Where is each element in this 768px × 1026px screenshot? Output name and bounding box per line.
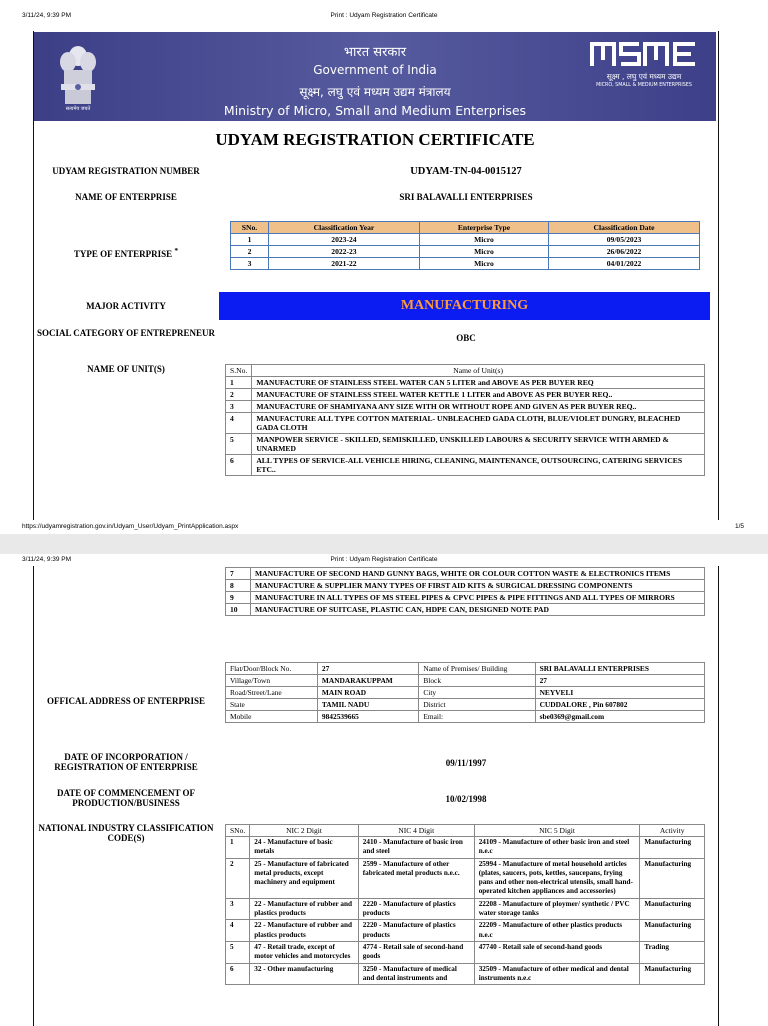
nic-cell: 1: [226, 837, 250, 859]
address-row: [226, 675, 705, 687]
unit-sno: 1: [226, 377, 252, 389]
reg-no-value: UDYAM-TN-04-0015127: [410, 166, 522, 177]
major-activity-value: MANUFACTURING: [219, 292, 710, 320]
classification-header: Classification Date: [549, 222, 700, 234]
nic-cell: 47 - Retail trade, except of motor vehicles and motorcycles: [250, 941, 359, 963]
nic-row: [226, 941, 705, 963]
unit-name: MANUFACTURE OF STAINLESS STEEL WATER KETTLE 1 LITER and ABOVE AS PER BUYER REQ..: [252, 389, 705, 401]
address-key: Village/Town: [226, 675, 318, 687]
nic-cell: 2220 - Manufacture of plastics products: [358, 898, 474, 920]
commencement-label: DATE OF COMMENCEMENT OF PRODUCTION/BUSINESS: [56, 788, 196, 808]
classification-cell: 09/05/2023: [549, 234, 700, 246]
address-value: NEYVELI: [535, 687, 704, 699]
nic-row: [226, 858, 705, 898]
address-value: 27: [317, 663, 418, 675]
address-table: [225, 662, 705, 723]
nic-row: [226, 837, 705, 859]
unit-name: MANUFACTURE OF SECOND HAND GUNNY BAGS, WHITE OR COLOUR COTTON WASTE & ELECTRONICS ITEMS: [251, 568, 705, 580]
address-key: Road/Street/Lane: [226, 687, 318, 699]
unit-sno: 6: [226, 455, 252, 476]
classification-cell: Micro: [419, 258, 548, 270]
classification-cell: 1: [231, 234, 269, 246]
print-title: Print : Udyam Registration Certificate: [330, 12, 438, 19]
address-key: City: [419, 687, 535, 699]
ministry-banner: [34, 32, 716, 121]
govt-english: Government of India: [313, 63, 437, 77]
nic-cell: 32 - Other manufacturing: [250, 963, 359, 985]
unit-sno: 5: [226, 434, 252, 455]
units-row: [226, 413, 705, 434]
classification-cell: Micro: [419, 234, 548, 246]
classification-header: Classification Year: [268, 222, 419, 234]
units-row: [226, 389, 705, 401]
ministry-english: Ministry of Micro, Small and Medium Enterprises: [223, 103, 527, 118]
nic-header: NIC 4 Digit: [358, 825, 474, 837]
nic-header: NIC 5 Digit: [474, 825, 640, 837]
classification-header: SNo.: [231, 222, 269, 234]
print-datetime-page2: 3/11/24, 9:39 PM: [22, 556, 72, 563]
unit-name: MANUFACTURE OF SUITCASE, PLASTIC CAN, HDPE CAN, DESIGNED NOTE PAD: [251, 604, 705, 616]
nic-header: NIC 2 Digit: [250, 825, 359, 837]
nic-cell: 22209 - Manufacture of other plastics products n.e.c: [474, 920, 640, 942]
reg-no-label: UDYAM REGISTRATION NUMBER: [52, 166, 200, 176]
print-datetime: 3/11/24, 9:39 PM: [22, 12, 72, 19]
units-header: S.No.: [226, 365, 252, 377]
nic-cell: 5: [226, 941, 250, 963]
nic-row: [226, 963, 705, 985]
classification-header: Enterprise Type: [419, 222, 548, 234]
type-asterisk: *: [174, 246, 179, 255]
nic-cell: 25994 - Manufacture of metal household articles (plates, saucers, pots, kettles, saucepans, frying pans and other non-electrical utensils, small hand-operated kitchen appliances and accessories): [474, 858, 640, 898]
address-value: 27: [535, 675, 704, 687]
unit-sno: 2: [226, 389, 252, 401]
units-table-continued: [225, 567, 705, 616]
unit-name: MANPOWER SERVICE - SKILLED, SEMISKILLED, UNSKILLED LABOURS & SECURITY SERVICE WITH ARMED & UNARMED: [252, 434, 705, 455]
unit-sno: 10: [226, 604, 251, 616]
address-label: OFFICAL ADDRESS OF ENTERPRISE: [47, 696, 205, 706]
unit-sno: 8: [226, 580, 251, 592]
nic-cell: 3250 - Manufacture of medical and dental instruments and: [358, 963, 474, 985]
print-title-page2: Print : Udyam Registration Certificate: [330, 556, 438, 563]
address-value: MANDARAKUPPAM: [317, 675, 418, 687]
nic-cell: 22 - Manufacture of rubber and plastics products: [250, 898, 359, 920]
unit-name: ALL TYPES OF SERVICE-ALL VEHICLE HIRING, CLEANING, MAINTENANCE, OUTSOURCING, CATERING SERVICES ETC..: [252, 455, 705, 476]
unit-sno: 4: [226, 413, 252, 434]
nic-cell: 6: [226, 963, 250, 985]
nic-cell: Trading: [640, 941, 705, 963]
nic-cell: Manufacturing: [640, 858, 705, 898]
classification-cell: 2: [231, 246, 269, 258]
nic-header-row: [226, 825, 705, 837]
commencement-value: 10/02/1998: [445, 794, 487, 804]
nic-cell: 4: [226, 920, 250, 942]
units-row: [226, 455, 705, 476]
nic-cell: Manufacturing: [640, 837, 705, 859]
units-row: [226, 434, 705, 455]
address-value: CUDDALORE , Pin 607802: [535, 699, 704, 711]
unit-name: MANUFACTURE OF STAINLESS STEEL WATER CAN 5 LITER and ABOVE AS PER BUYER REQ: [252, 377, 705, 389]
emblem-caption: सत्यमेव जयते: [65, 106, 91, 112]
msme-logo-text: msme: [644, 56, 647, 57]
nic-cell: Manufacturing: [640, 920, 705, 942]
nic-cell: 2220 - Manufacture of plastics products: [358, 920, 474, 942]
page-number: 1/5: [734, 523, 744, 530]
address-key: Flat/Door/Block No.: [226, 663, 318, 675]
units-header: Name of Unit(s): [252, 365, 705, 377]
print-url: https://udyamregistration.gov.in/Udyam_User/Udyam_PrintApplication.aspx: [22, 523, 239, 530]
address-key: State: [226, 699, 318, 711]
nic-table: [225, 824, 705, 985]
units-label: NAME OF UNIT(S): [87, 364, 165, 374]
enterprise-name-value: SRI BALAVALLI ENTERPRISES: [399, 192, 533, 202]
nic-cell: 2410 - Manufacture of basic iron and steel: [358, 837, 474, 859]
nic-cell: 4774 - Retail sale of second-hand goods: [358, 941, 474, 963]
classification-cell: 3: [231, 258, 269, 270]
unit-sno: 9: [226, 592, 251, 604]
social-category-label: SOCIAL CATEGORY OF ENTREPRENEUR: [36, 328, 216, 338]
nic-cell: 2599 - Manufacture of other fabricated metal products n.e.c.: [358, 858, 474, 898]
unit-sno: 3: [226, 401, 252, 413]
address-value: sbe0369@gmail.com: [535, 711, 704, 723]
classification-row: [231, 258, 700, 270]
nic-cell: 24 - Manufacture of basic metals: [250, 837, 359, 859]
major-activity-label: MAJOR ACTIVITY: [86, 301, 166, 311]
classification-row: [231, 246, 700, 258]
msme-logo: [589, 40, 699, 68]
address-value: TAMIL NADU: [317, 699, 418, 711]
social-category-value: OBC: [456, 333, 476, 343]
units-row: [226, 580, 705, 592]
nic-row: [226, 920, 705, 942]
address-key: Block: [419, 675, 535, 687]
address-value: SRI BALAVALLI ENTERPRISES: [535, 663, 704, 675]
address-value: 9842539665: [317, 711, 418, 723]
govt-hindi: भारत सरकार: [343, 45, 407, 60]
unit-name: MANUFACTURE IN ALL TYPES OF MS STEEL PIPES & CPVC PIPES & PIPE FITTINGS AND ALL TYPES OF MIRRORS: [251, 592, 705, 604]
nic-cell: 22 - Manufacture of rubber and plastics products: [250, 920, 359, 942]
units-row: [226, 592, 705, 604]
units-row: [226, 568, 705, 580]
address-key: District: [419, 699, 535, 711]
units-row: [226, 604, 705, 616]
units-row: [226, 377, 705, 389]
certificate-title: UDYAM REGISTRATION CERTIFICATE: [215, 130, 535, 149]
address-row: [226, 663, 705, 675]
units-row: [226, 401, 705, 413]
enterprise-name-label: NAME OF ENTERPRISE: [75, 192, 177, 202]
unit-sno: 7: [226, 568, 251, 580]
address-key: Email:: [419, 711, 535, 723]
classification-cell: 04/01/2022: [549, 258, 700, 270]
nic-cell: 2: [226, 858, 250, 898]
classification-table: [230, 221, 700, 270]
address-row: [226, 699, 705, 711]
nic-header: SNo.: [226, 825, 250, 837]
msme-hindi: सूक्ष्म , लघु एवं मध्यम उद्यम: [606, 72, 682, 81]
nic-cell: 24109 - Manufacture of other basic iron and steel n.e.c: [474, 837, 640, 859]
nic-cell: 32509 - Manufacture of other medical and dental instruments n.e.c: [474, 963, 640, 985]
nic-cell: 3: [226, 898, 250, 920]
msme-english: MICRO, SMALL & MEDIUM ENTERPRISES: [596, 83, 692, 88]
nic-label: NATIONAL INDUSTRY CLASSIFICATION CODE(S): [38, 823, 214, 843]
unit-name: MANUFACTURE & SUPPLIER MANY TYPES OF FIRST AID KITS & SURGICAL DRESSING COMPONENTS: [251, 580, 705, 592]
classification-cell: 2023-24: [268, 234, 419, 246]
nic-cell: Manufacturing: [640, 898, 705, 920]
nic-cell: Manufacturing: [640, 963, 705, 985]
nic-row: [226, 898, 705, 920]
nic-cell: 22208 - Manufacture of ploymer/ synthetic / PVC water storage tanks: [474, 898, 640, 920]
address-key: Mobile: [226, 711, 318, 723]
page-separator: [0, 534, 768, 554]
classification-cell: 26/06/2022: [549, 246, 700, 258]
classification-row: [231, 234, 700, 246]
incorporation-value: 09/11/1997: [445, 758, 487, 768]
unit-name: MANUFACTURE ALL TYPE COTTON MATERIAL- UNBLEACHED GADA CLOTH, BLUE/VIOLET DUNGRY, BLEACHED GADA CLOTH: [252, 413, 705, 434]
address-row: [226, 687, 705, 699]
incorporation-label: DATE OF INCORPORATION / REGISTRATION OF ENTERPRISE: [54, 752, 198, 772]
classification-cell: 2021-22: [268, 258, 419, 270]
unit-name: MANUFACTURE OF SHAMIYANA ANY SIZE WITH OR WITHOUT ROPE AND GIVEN AS PER BUYER REQ..: [252, 401, 705, 413]
address-value: MAIN ROAD: [317, 687, 418, 699]
address-key: Name of Premises/ Building: [419, 663, 535, 675]
type-label: TYPE OF ENTERPRISE *: [73, 246, 179, 259]
nic-cell: 47740 - Retail sale of second-hand goods: [474, 941, 640, 963]
classification-cell: Micro: [419, 246, 548, 258]
classification-cell: 2022-23: [268, 246, 419, 258]
units-table: [225, 364, 705, 476]
nic-header: Activity: [640, 825, 705, 837]
address-row: [226, 711, 705, 723]
units-header-row: [226, 365, 705, 377]
nic-cell: 25 - Manufacture of fabricated metal products, except machinery and equipment: [250, 858, 359, 898]
ministry-hindi: सूक्ष्म, लघु एवं मध्यम उद्यम मंत्रालय: [299, 85, 451, 99]
